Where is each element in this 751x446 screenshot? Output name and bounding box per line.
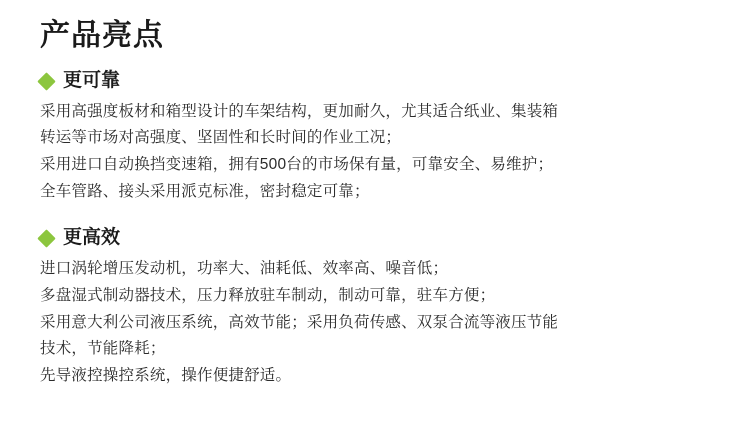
diamond-bullet-icon xyxy=(37,230,55,248)
section-body xyxy=(40,256,711,389)
page-title: 产品亮点 xyxy=(40,19,164,52)
section-more-efficient xyxy=(40,227,711,389)
body-line: 转运等市场对高强度、坚固性和长时间的作业工况； xyxy=(40,129,402,147)
body-line: 进口涡轮增压发动机，功率大、油耗低、效率高、噪音低； xyxy=(40,260,449,278)
section-title: 更高效 xyxy=(63,227,121,249)
section-heading-row xyxy=(40,227,711,250)
section-title: 更可靠 xyxy=(63,70,121,91)
body-line: 先导液控操控系统，操作便捷舒适。 xyxy=(40,366,292,384)
body-line: 多盘湿式制动器技术，压力释放驻车制动，制动可靠，驻车方便； xyxy=(40,286,496,304)
body-line: 技术，节能降耗； xyxy=(40,340,166,358)
body-line: 采用高强度板材和箱型设计的车架结构，更加耐久，尤其适合纸业、集装箱 xyxy=(40,102,559,120)
body-line: 采用进口自动换挡变速箱，拥有500台的市场保有量，可靠安全、易维护； xyxy=(40,156,554,174)
section-more-reliable xyxy=(40,70,711,205)
diamond-bullet-icon xyxy=(37,72,55,90)
section-heading-row xyxy=(40,70,711,93)
section-body xyxy=(40,99,711,206)
body-line: 采用意大利公司液压系统，高效节能；采用负荷传感、双泵合流等液压节能 xyxy=(40,313,559,331)
body-line: 全车管路、接头采用派克标准，密封稳定可靠； xyxy=(40,182,370,200)
